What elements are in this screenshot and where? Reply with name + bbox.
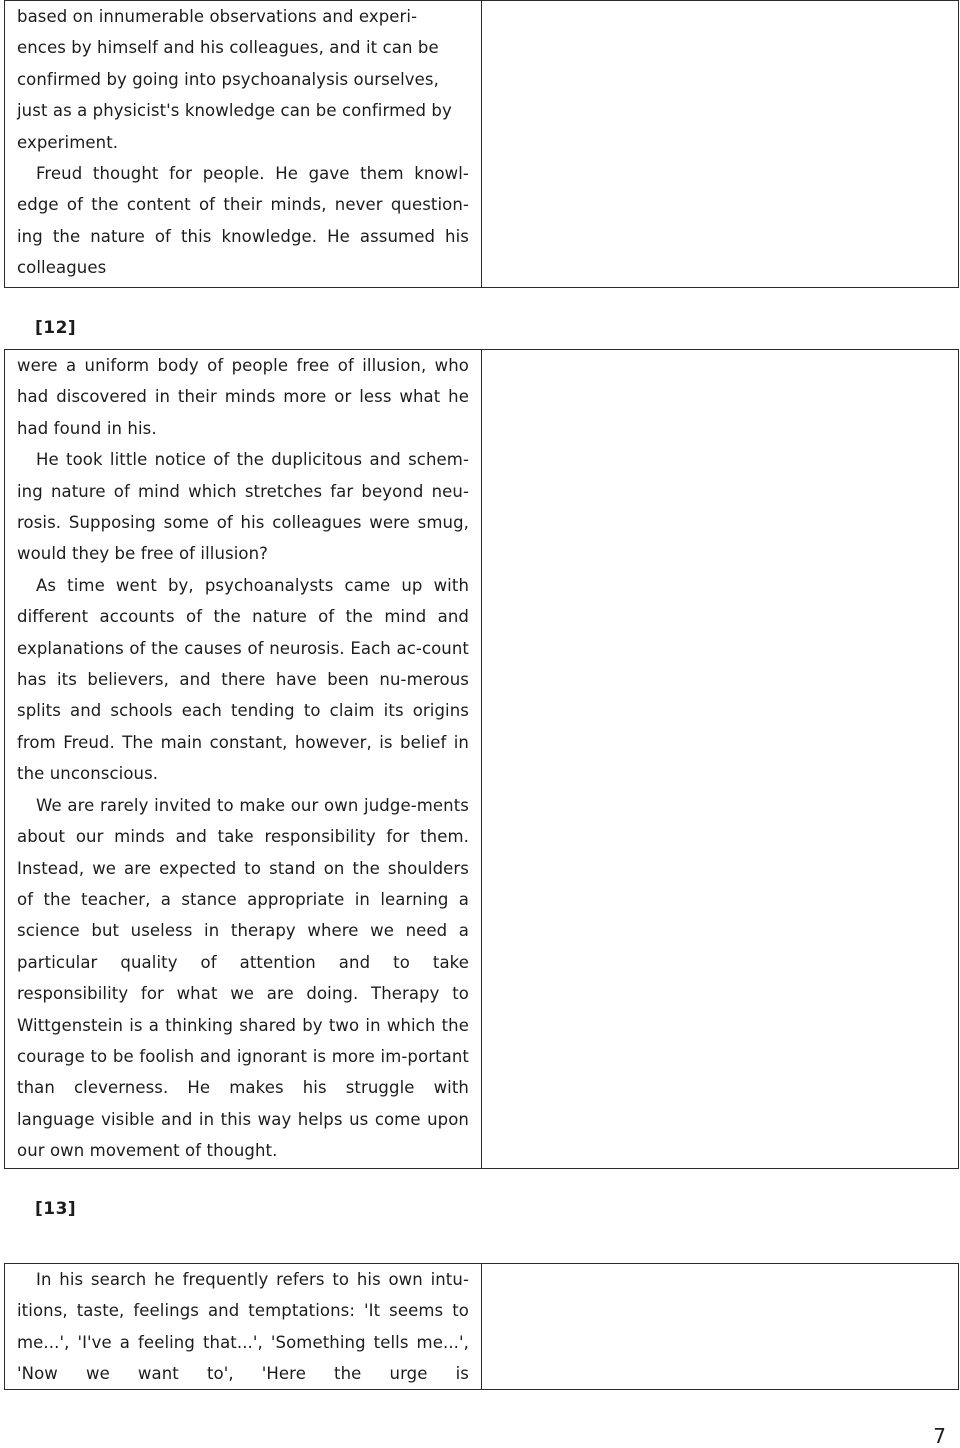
text-line: experiment. — [17, 132, 119, 152]
page-number: 7 — [933, 1424, 946, 1448]
paragraph-freud-thought: Freud thought for people. He gave them knowl-edge of the content of their minds, never question-ing the nature of this knowledge. He assumed his colleagues — [17, 164, 469, 278]
text-line: confirmed by going into psychoanalysis ourselves, — [17, 69, 439, 89]
section-marker-13: [13] — [35, 1199, 77, 1219]
text-box-middle — [4, 349, 959, 1169]
blank-column-right — [482, 350, 958, 1168]
blank-column-right — [482, 1, 958, 287]
text-line: ences by himself and his colleagues, and it can be — [17, 38, 439, 58]
text-line: based on innumerable observations and experi- — [17, 7, 418, 26]
text-column-left — [5, 350, 482, 1168]
section-marker-12: [12] — [35, 318, 77, 338]
paragraph-rarely-invited: We are rarely invited to make our own judge-ments about our minds and take responsibility for them. Instead, we are expected to stand on the shoulders of the teacher, a stance appropriate in learning a science but useless in therapy where we need a particular quality of attention and to take responsibility for what we are doing. Therapy to Wittgenstein is a thinking shared by two in which the courage to be foolish and ignorant is more im-portant than cleverness. He makes his struggle with language visible and in this way helps us come upon our own movement of thought. — [17, 795, 469, 1161]
paragraph-continued — [17, 1, 469, 158]
paragraph-time-went-by: As time went by, psychoanalysts came up with different accounts of the nature of the mind and explanations of the causes of neurosis. Each ac-count has its believers, and there have been nu-merous splits and schools each tending to claim its origins from Freud. The main constant, however, is belief in the unconscious. — [17, 575, 469, 784]
paragraph-duplicitous: He took little notice of the duplicitous and schem-ing nature of mind which stretches far beyond neu-rosis. Supposing some of his colleagues were smug, would they be free of illusion? — [17, 450, 469, 564]
blank-column-right — [482, 1264, 958, 1389]
text-box-top — [4, 0, 959, 288]
text-column-left — [5, 1, 482, 287]
paragraph-uniform-body: were a uniform body of people free of illusion, who had discovered in their minds more or less what he had found in his. — [17, 356, 469, 438]
text-line: just as a physicist's knowledge can be confirmed by — [17, 101, 452, 121]
text-box-bottom — [4, 1263, 959, 1390]
paragraph-his-search: In his search he frequently refers to his own intu-itions, taste, feelings and temptations: 'It seems to me...', 'I've a feeling that...', 'Something tells me...', 'Now we want to', 'Here the urge is — [17, 1270, 469, 1384]
text-column-left — [5, 1264, 482, 1389]
